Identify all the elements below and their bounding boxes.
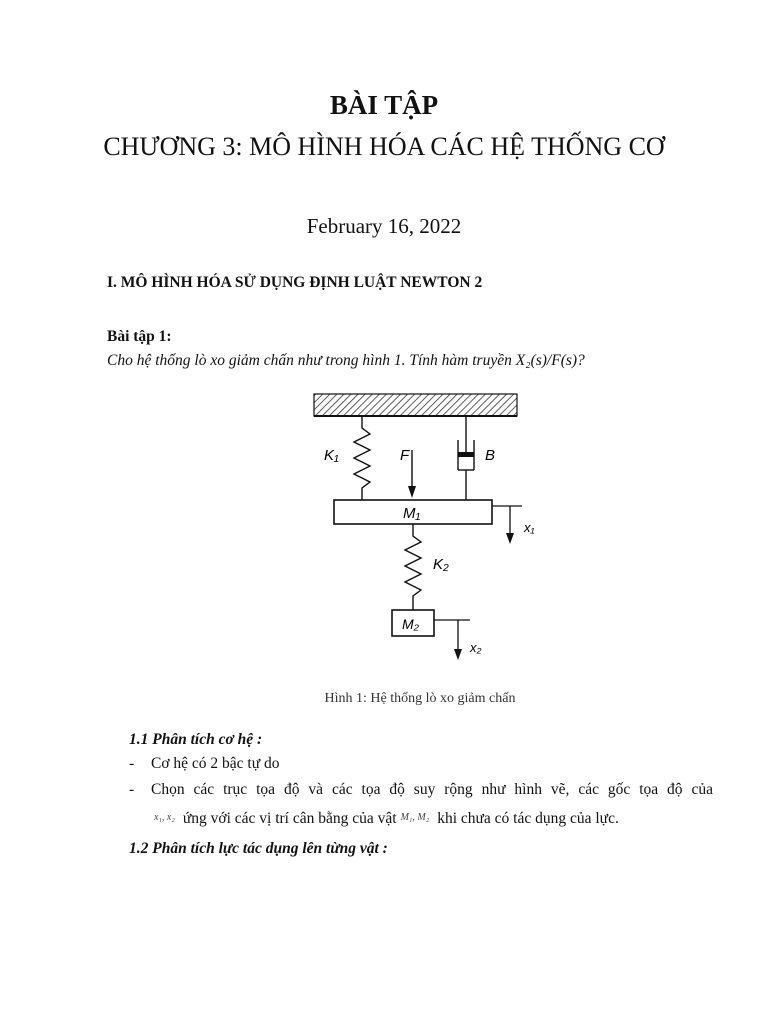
label-k2: K₂ <box>433 556 449 573</box>
label-k1: K₁ <box>324 447 339 464</box>
title-line-2: CHƯƠNG 3: MÔ HÌNH HÓA CÁC HỆ THỐNG CƠ <box>103 132 665 161</box>
bullet-text-2b: ứng với các vị trí cân bằng của vật <box>182 810 397 827</box>
var-x1-x2: x₁, x₂ <box>154 812 175 823</box>
damper-b <box>458 416 474 500</box>
spring-damper-figure <box>300 388 560 678</box>
exercise-label: Bài tập 1: <box>107 328 172 345</box>
label-f: F <box>400 447 410 464</box>
exercise-text: Cho hệ thống lò xo giảm chấn như trong hình 1. Tính hàm truyền X₂(s)/F(s)? <box>107 352 585 369</box>
label-x2: x₂ <box>470 640 482 655</box>
figure-caption: Hình 1: Hệ thống lò xo giảm chấn <box>324 691 516 706</box>
bullet-item-2-continuation <box>150 810 619 828</box>
bullet-text-2c: khi chưa có tác dụng của lực. <box>437 810 619 827</box>
spring-k2 <box>405 524 421 610</box>
ceiling <box>314 394 517 416</box>
title-line-1: BÀI TẬP <box>329 90 439 120</box>
subsection-heading-1-1: 1.1 Phân tích cơ hệ : <box>129 731 263 748</box>
bullet-dash: - <box>129 755 135 772</box>
document-date: February 16, 2022 <box>306 214 462 238</box>
label-x1: x₁ <box>524 520 535 535</box>
spring-k1 <box>354 416 370 500</box>
section-heading-1: I. MÔ HÌNH HÓA SỬ DỤNG ĐỊNH LUẬT NEWTON 2 <box>107 274 483 291</box>
subsection-heading-1-2: 1.2 Phân tích lực tác dụng lên từng vật : <box>129 840 388 857</box>
bullet-item-1 <box>129 755 280 773</box>
label-b: B <box>485 447 496 464</box>
bullet-item-2 <box>129 781 719 799</box>
bullet-text-2: Chọn các trục tọa độ và các tọa độ suy rộng như hình vẽ, các gốc tọa độ của <box>151 781 713 798</box>
label-m2: M₂ <box>402 616 420 632</box>
bullet-text-1: Cơ hệ có 2 bậc tự do <box>151 755 280 772</box>
label-m1: M₁ <box>403 505 421 522</box>
bullet-dash: - <box>129 781 135 798</box>
var-m1-m2: M₁, M₂ <box>400 812 430 823</box>
